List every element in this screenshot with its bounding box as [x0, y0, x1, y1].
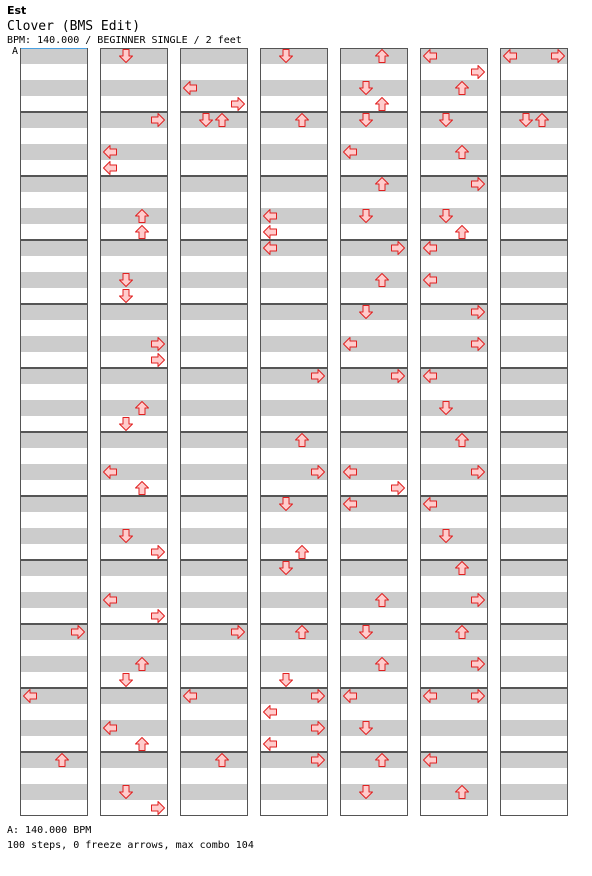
arrow-left-icon — [104, 162, 117, 175]
beat-stripe — [20, 656, 88, 672]
beat-stripe — [340, 48, 408, 64]
beat-stripe — [260, 112, 328, 128]
beat-stripe — [100, 272, 168, 288]
beat-stripe — [260, 144, 328, 160]
beat-stripe — [420, 624, 488, 640]
arrow-right-icon — [152, 546, 165, 559]
beat-stripe — [20, 304, 88, 320]
chart-info: BPM: 140.000 / BEGINNER SINGLE / 2 feet — [7, 35, 242, 46]
beat-stripe — [180, 176, 248, 192]
beat-stripe — [500, 592, 568, 608]
arrow-down-icon — [120, 418, 133, 431]
beat-stripe — [420, 400, 488, 416]
beat-stripe — [420, 784, 488, 800]
step-summary: 100 steps, 0 freeze arrows, max combo 104 — [7, 840, 254, 851]
beat-stripe — [180, 560, 248, 576]
beat-stripe — [100, 240, 168, 256]
bpm-change-marker: A — [12, 46, 19, 57]
beat-stripe — [180, 304, 248, 320]
beat-stripe — [100, 304, 168, 320]
beat-stripe — [260, 80, 328, 96]
beat-stripe — [500, 400, 568, 416]
beat-stripe — [180, 464, 248, 480]
artist-name: Est — [7, 4, 27, 17]
beat-stripe — [340, 432, 408, 448]
beat-stripe — [20, 720, 88, 736]
beat-stripe — [100, 432, 168, 448]
beat-stripe — [340, 400, 408, 416]
arrow-right-icon — [152, 610, 165, 623]
arrow-right-icon — [472, 66, 485, 79]
beat-stripe — [500, 208, 568, 224]
beat-stripe — [20, 144, 88, 160]
beat-stripe — [20, 112, 88, 128]
beat-stripe — [20, 80, 88, 96]
beat-stripe — [100, 208, 168, 224]
arrow-down-icon — [120, 674, 133, 687]
beat-stripe — [180, 272, 248, 288]
beat-stripe — [260, 560, 328, 576]
arrow-right-icon — [392, 482, 405, 495]
beat-stripe — [100, 48, 168, 64]
beat-stripe — [500, 144, 568, 160]
beat-stripe — [100, 784, 168, 800]
beat-stripe — [100, 400, 168, 416]
beat-stripe — [500, 496, 568, 512]
beat-stripe — [340, 592, 408, 608]
beat-stripe — [100, 528, 168, 544]
beat-stripe — [20, 240, 88, 256]
arrow-right-icon — [232, 98, 245, 111]
beat-stripe — [340, 176, 408, 192]
beat-stripe — [20, 176, 88, 192]
beat-stripe — [500, 80, 568, 96]
beat-stripe — [260, 336, 328, 352]
beat-stripe — [180, 240, 248, 256]
arrow-right-icon — [152, 802, 165, 815]
beat-stripe — [340, 752, 408, 768]
beat-stripe — [260, 496, 328, 512]
beat-stripe — [100, 80, 168, 96]
arrow-down-icon — [120, 290, 133, 303]
beat-stripe — [20, 336, 88, 352]
beat-stripe — [20, 208, 88, 224]
beat-stripe — [180, 144, 248, 160]
beat-stripe — [100, 624, 168, 640]
beat-stripe — [340, 528, 408, 544]
beat-stripe — [20, 528, 88, 544]
beat-stripe — [20, 432, 88, 448]
beat-stripe — [340, 560, 408, 576]
arrow-up-icon — [296, 546, 309, 559]
beat-stripe — [20, 368, 88, 384]
beat-stripe — [500, 784, 568, 800]
beat-stripe — [260, 432, 328, 448]
beat-stripe — [20, 464, 88, 480]
beat-stripe — [500, 272, 568, 288]
beat-stripe — [20, 784, 88, 800]
beat-stripe — [500, 560, 568, 576]
beat-stripe — [180, 400, 248, 416]
beat-stripe — [180, 752, 248, 768]
arrow-up-icon — [136, 482, 149, 495]
arrow-left-icon — [264, 706, 277, 719]
beat-stripe — [500, 432, 568, 448]
beat-stripe — [100, 176, 168, 192]
beat-stripe — [500, 752, 568, 768]
chart-column — [500, 48, 568, 816]
beat-stripe — [500, 688, 568, 704]
beat-stripe — [500, 464, 568, 480]
arrow-up-icon — [136, 738, 149, 751]
beat-stripe — [260, 272, 328, 288]
beat-stripe — [420, 208, 488, 224]
beat-stripe — [500, 624, 568, 640]
beat-stripe — [20, 592, 88, 608]
beat-stripe — [260, 784, 328, 800]
beat-stripe — [340, 272, 408, 288]
beat-stripe — [260, 528, 328, 544]
beat-stripe — [500, 112, 568, 128]
beat-stripe — [500, 304, 568, 320]
beat-stripe — [180, 496, 248, 512]
beat-stripe — [420, 432, 488, 448]
arrow-up-icon — [136, 226, 149, 239]
beat-stripe — [20, 560, 88, 576]
beat-stripe — [20, 272, 88, 288]
arrow-down-icon — [280, 674, 293, 687]
beat-stripe — [100, 656, 168, 672]
beat-stripe — [500, 240, 568, 256]
beat-stripe — [340, 304, 408, 320]
beat-stripe — [180, 432, 248, 448]
beat-stripe — [420, 80, 488, 96]
beat-stripe — [500, 176, 568, 192]
arrow-up-icon — [456, 226, 469, 239]
beat-stripe — [180, 336, 248, 352]
beat-stripe — [180, 720, 248, 736]
beat-stripe — [260, 304, 328, 320]
song-title: Clover (BMS Edit) — [7, 19, 141, 34]
beat-stripe — [340, 208, 408, 224]
beat-stripe — [420, 144, 488, 160]
beat-stripe — [500, 336, 568, 352]
beat-stripe — [500, 528, 568, 544]
beat-stripe — [500, 368, 568, 384]
beat-stripe — [100, 688, 168, 704]
beat-stripe — [180, 48, 248, 64]
beat-stripe — [420, 528, 488, 544]
beat-stripe — [100, 560, 168, 576]
beat-stripe — [20, 400, 88, 416]
beat-stripe — [340, 720, 408, 736]
beat-stripe — [180, 656, 248, 672]
beat-stripe — [260, 48, 328, 64]
beat-stripe — [340, 112, 408, 128]
beat-stripe — [260, 176, 328, 192]
beat-stripe — [340, 784, 408, 800]
beat-stripe — [180, 528, 248, 544]
beat-stripe — [500, 720, 568, 736]
beat-stripe — [420, 112, 488, 128]
arrow-up-icon — [376, 98, 389, 111]
beat-stripe — [260, 656, 328, 672]
beat-stripe — [340, 656, 408, 672]
beat-stripe — [180, 784, 248, 800]
beat-stripe — [420, 720, 488, 736]
beat-stripe — [180, 208, 248, 224]
beat-stripe — [180, 368, 248, 384]
beat-stripe — [260, 624, 328, 640]
beat-stripe — [340, 80, 408, 96]
beat-stripe — [180, 592, 248, 608]
beat-stripe — [260, 400, 328, 416]
beat-stripe — [180, 112, 248, 128]
beat-stripe — [100, 496, 168, 512]
arrow-left-icon — [264, 738, 277, 751]
arrow-left-icon — [264, 226, 277, 239]
beat-stripe — [100, 368, 168, 384]
beat-stripe — [420, 560, 488, 576]
beat-stripe — [100, 752, 168, 768]
beat-stripe — [20, 48, 88, 64]
beat-stripe — [500, 656, 568, 672]
arrow-right-icon — [152, 354, 165, 367]
beat-stripe — [20, 752, 88, 768]
beat-stripe — [340, 624, 408, 640]
beat-stripe — [20, 496, 88, 512]
bpm-legend: A: 140.000 BPM — [7, 825, 92, 836]
beat-stripe — [260, 592, 328, 608]
